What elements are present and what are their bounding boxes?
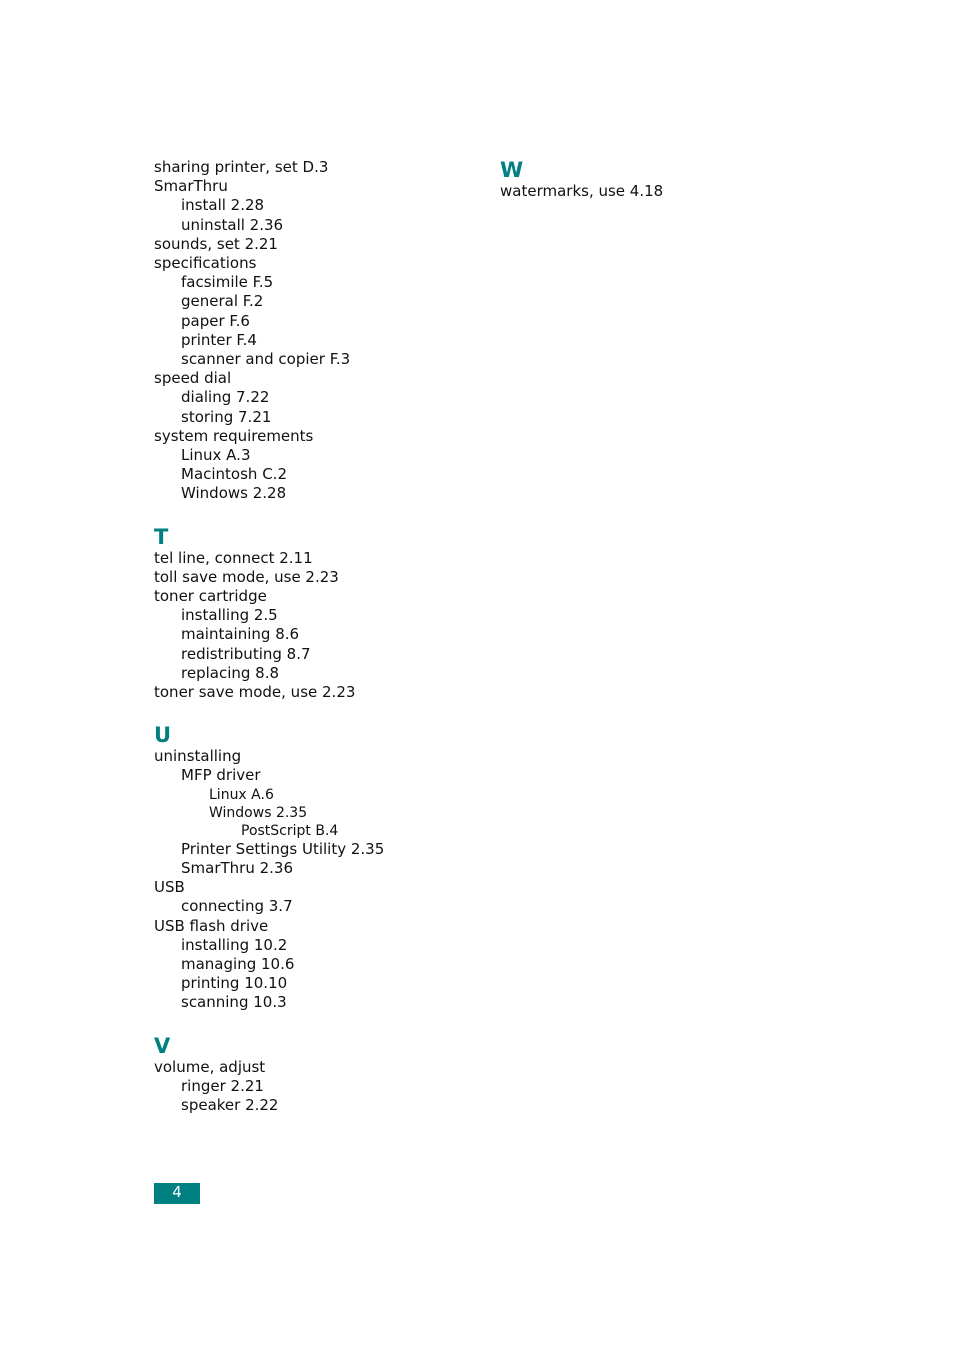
index-entry: sharing printer, set D.3 — [154, 158, 329, 176]
index-column-right — [500, 158, 820, 222]
index-entry: system requirements — [154, 426, 314, 445]
index-section-u — [154, 723, 474, 1012]
index-section-t — [154, 525, 474, 703]
index-subentry: Linux A.3 — [181, 446, 251, 465]
index-subentry: PostScript B.4 — [241, 822, 339, 839]
index-entry: toll save mode, use 2.23 — [154, 567, 339, 586]
index-entry: watermarks, use 4.18 — [500, 182, 664, 200]
section-letter-heading: T — [154, 524, 169, 549]
index-subentry: Macintosh C.2 — [181, 465, 287, 484]
index-subentry: paper F.6 — [181, 311, 250, 330]
section-letter-heading: W — [500, 158, 524, 182]
index-subentry: maintaining 8.6 — [181, 625, 300, 644]
index-subentry: Linux A.6 — [209, 786, 274, 803]
index-subentry: Windows 2.35 — [209, 804, 308, 821]
index-subentry: uninstall 2.36 — [181, 215, 284, 234]
index-subentry: replacing 8.8 — [181, 663, 280, 682]
page-number-badge — [154, 1183, 200, 1204]
index-subentry: printing 10.10 — [181, 974, 288, 993]
index-subentry: SmarThru 2.36 — [181, 858, 294, 877]
section-letter-heading: V — [154, 1033, 171, 1058]
index-entry: SmarThru — [154, 177, 228, 196]
index-entry: tel line, connect 2.11 — [154, 548, 313, 567]
index-subentry: redistributing 8.7 — [181, 644, 311, 663]
index-subentry: ringer 2.21 — [181, 1076, 264, 1095]
index-subentry: Windows 2.28 — [181, 484, 287, 503]
index-section-w — [500, 158, 820, 201]
index-entry: USB — [154, 878, 185, 897]
page-number: 4 — [172, 1183, 182, 1201]
index-entry: specifications — [154, 254, 257, 273]
index-subentry: installing 10.2 — [181, 935, 288, 954]
index-entry: volume, adjust — [154, 1057, 266, 1076]
section-letter-heading: U — [154, 723, 172, 748]
index-subentry: printer F.4 — [181, 330, 257, 349]
index-entry: speed dial — [154, 369, 232, 388]
index-entry: toner cartridge — [154, 587, 267, 606]
index-subentry: Printer Settings Utility 2.35 — [181, 839, 385, 858]
index-subentry: connecting 3.7 — [181, 897, 293, 916]
index-entry: toner save mode, use 2.23 — [154, 683, 356, 702]
index-subentry: general F.2 — [181, 292, 264, 311]
index-subentry: MFP driver — [181, 766, 261, 785]
index-entry: sounds, set 2.21 — [154, 234, 278, 253]
index-subentry: speaker 2.22 — [181, 1095, 279, 1114]
index-column-left — [154, 158, 474, 1136]
index-section-continued — [154, 158, 474, 504]
index-subentry: storing 7.21 — [181, 407, 272, 426]
index-subentry: dialing 7.22 — [181, 388, 270, 407]
index-entry: USB flash drive — [154, 916, 269, 935]
index-subentry: scanner and copier F.3 — [181, 350, 351, 369]
index-subentry: managing 10.6 — [181, 954, 295, 973]
index-subentry: installing 2.5 — [181, 606, 278, 625]
index-entry: uninstalling — [154, 747, 242, 766]
index-section-v — [154, 1034, 474, 1116]
index-subentry: install 2.28 — [181, 196, 265, 215]
index-subentry: facsimile F.5 — [181, 273, 274, 292]
index-subentry: scanning 10.3 — [181, 993, 287, 1012]
